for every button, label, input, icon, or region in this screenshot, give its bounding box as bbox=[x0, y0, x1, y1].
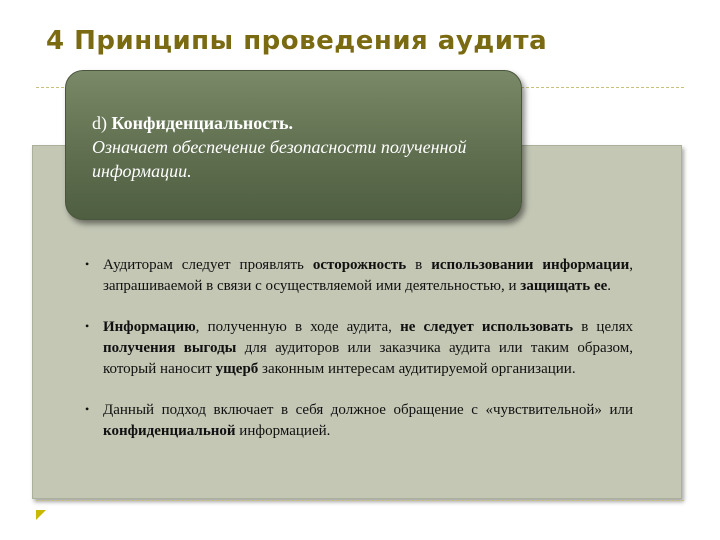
bullet-text bbox=[103, 257, 633, 294]
principle-callout bbox=[65, 70, 522, 220]
text-segment: Аудиторам следует проявлять bbox=[103, 257, 313, 273]
bullet-marker: • bbox=[85, 402, 90, 416]
text-segment: в bbox=[406, 257, 432, 273]
emphasis-segment: осторожность bbox=[312, 257, 407, 273]
bullet-item bbox=[85, 317, 633, 380]
emphasis-segment: Информацию bbox=[103, 319, 196, 335]
corner-marker bbox=[36, 510, 46, 520]
callout-prefix: d) bbox=[92, 113, 112, 133]
slide-title: 4 Принципы проведения аудита bbox=[46, 26, 548, 56]
text-segment: , полученную в ходе аудита, bbox=[195, 319, 401, 335]
emphasis-segment: защищать ее bbox=[520, 278, 608, 294]
callout-description: Означает обеспечение безопасности полученной информации. bbox=[92, 137, 467, 181]
text-segment: для аудиторов или заказчика аудита или таким образом, который наносит bbox=[103, 340, 634, 377]
text-segment: . bbox=[607, 278, 612, 294]
bullet-text bbox=[103, 319, 633, 377]
emphasis-segment: не следует использовать bbox=[400, 319, 574, 335]
bullet-list bbox=[85, 255, 633, 462]
bullet-marker: • bbox=[85, 257, 90, 271]
callout-text bbox=[92, 111, 502, 183]
bullet-text bbox=[103, 402, 633, 439]
emphasis-segment: использовании информации bbox=[431, 257, 630, 273]
bullet-item bbox=[85, 400, 633, 442]
text-segment: , запрашиваемой в связи с осуществляемой ими деятельностью, и bbox=[103, 257, 633, 294]
emphasis-segment: получения выгоды bbox=[103, 340, 237, 356]
text-segment: законным интересам аудитируемой организации. bbox=[258, 361, 576, 377]
text-segment: Данный подход включает в себя должное обращение с «чувствительной» или bbox=[103, 402, 633, 418]
text-segment: в целях bbox=[573, 319, 633, 335]
bullet-item bbox=[85, 255, 633, 297]
bottom-divider bbox=[36, 500, 684, 501]
text-segment: информацией. bbox=[235, 423, 331, 439]
bullet-marker: • bbox=[85, 319, 90, 333]
emphasis-segment: конфиденциальной bbox=[103, 423, 236, 439]
callout-heading: Конфиденциальность. bbox=[111, 113, 294, 133]
emphasis-segment: ущерб bbox=[215, 361, 259, 377]
